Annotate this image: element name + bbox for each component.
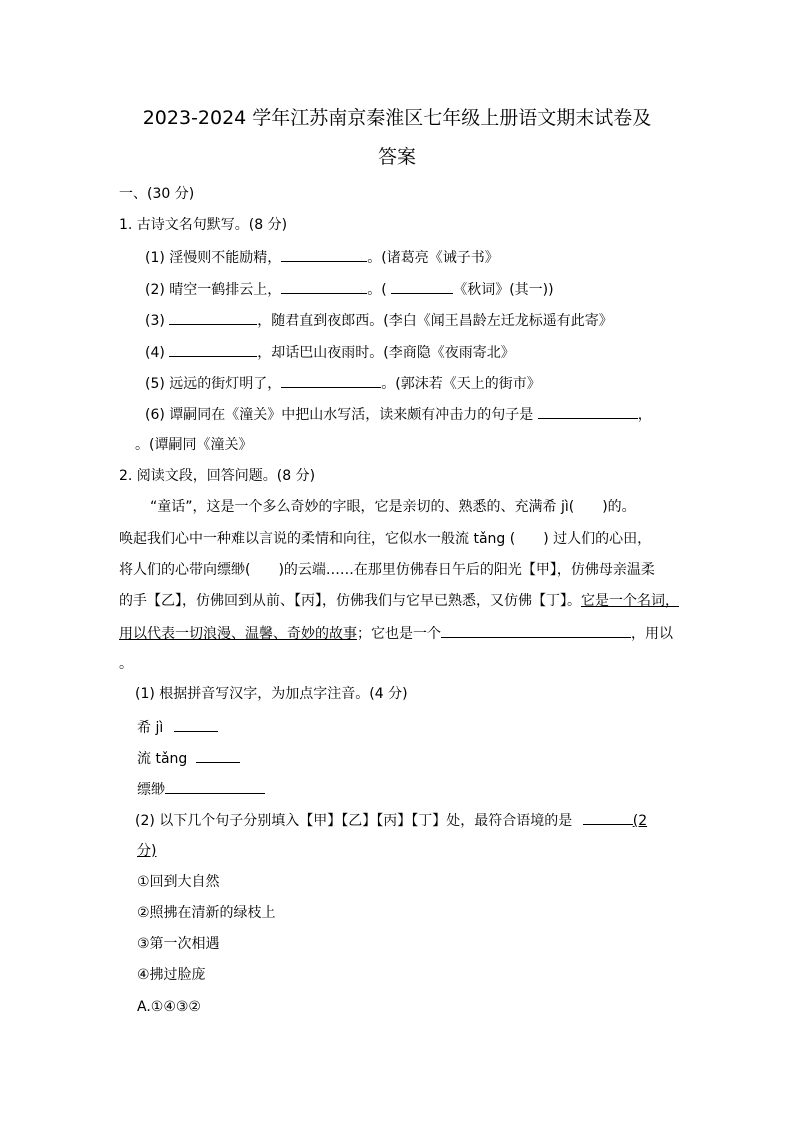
sub1-heading: (1) 根据拼音写汉字，为加点字注音。(4 分) <box>135 686 408 702</box>
answer-blank[interactable] <box>165 780 265 794</box>
sub1-item <box>137 780 265 799</box>
answer-blank[interactable] <box>441 624 631 638</box>
underlined-text: 用以代表一切浪漫、温馨、奇妙的故事 <box>119 626 357 642</box>
passage-line: 唤起我们心中一种难以言说的柔情和向往，它似水一般流 tǎng ( ) 过人们的心田， <box>119 531 652 547</box>
answer-blank[interactable] <box>281 280 367 294</box>
option-4: ④拂过脸庞 <box>137 967 206 983</box>
q1-item-2 <box>145 280 554 299</box>
text: 《秋词》(其一)) <box>453 282 554 298</box>
underlined-text: 它是一个名词， <box>581 593 679 609</box>
text: 。(诸葛亮《诫子书》 <box>367 250 499 266</box>
text: 。(郭沫若《天上的街市》 <box>381 376 541 392</box>
doc-title-line1: 2023-2024 学年江苏南京秦淮区七年级上册语文期末试卷及 <box>142 107 652 129</box>
text: 的手【乙】，仿佛回到从前、【丙】，仿佛我们与它早已熟悉，又仿佛【丁】。 <box>119 593 581 609</box>
text: 。( <box>367 282 392 298</box>
text: (1) 淫慢则不能励精， <box>145 250 282 266</box>
passage-line <box>119 592 679 610</box>
answer-blank[interactable] <box>174 718 218 732</box>
answer-blank[interactable] <box>281 374 381 388</box>
section-heading: 一、(30 分) <box>119 186 195 202</box>
score-text: (2 <box>632 813 648 829</box>
doc-title-line2: 答案 <box>377 146 416 168</box>
q1-heading: 1. 古诗文名句默写。(8 分) <box>119 217 288 233</box>
sub2-heading <box>135 811 647 830</box>
sub1-item <box>137 749 240 768</box>
sub2-score-cont: 分) <box>137 843 157 859</box>
q1-item-3 <box>145 311 613 330</box>
passage-line: 将人们的心带向缥缈( )的云端……在那里仿佛春日午后的阳光【甲】，仿佛母亲温柔 <box>119 562 655 578</box>
answer-blank[interactable] <box>196 749 240 763</box>
passage-line: “童话”，这是一个多么奇妙的字眼，它是亲切的、熟悉的、充满希 jì( )的。 <box>150 499 636 515</box>
text: (3) <box>145 313 170 329</box>
answer-blank[interactable] <box>169 343 257 357</box>
passage-line: 。 <box>119 656 133 672</box>
text: ；它也是一个 <box>357 626 441 642</box>
q1-item-4 <box>145 343 515 362</box>
answer-blank[interactable] <box>169 311 257 325</box>
answer-blank[interactable] <box>538 405 638 419</box>
option-3: ③第一次相遇 <box>137 936 220 952</box>
option-2: ②照拂在清新的绿枝上 <box>137 905 276 921</box>
text: ，却话巴山夜雨时。(李商隐《夜雨寄北》 <box>257 345 515 361</box>
answer-blank[interactable] <box>391 280 453 294</box>
answer-blank[interactable] <box>583 811 633 825</box>
q2-heading: 2. 阅读文段，回答问题。(8 分) <box>119 468 316 484</box>
text: 缥缈 <box>137 782 165 798</box>
text: (4) <box>145 345 170 361</box>
text: 流 tǎng <box>137 751 192 767</box>
q1-item-6 <box>145 405 652 424</box>
answer-blank[interactable] <box>281 248 367 262</box>
option-1: ①回到大自然 <box>137 874 220 890</box>
sub1-item <box>137 718 218 737</box>
text: 希 jì <box>137 720 168 736</box>
q1-item-6-cont: 。(谭嗣同《潼关》 <box>135 437 253 453</box>
q1-item-1 <box>145 248 499 267</box>
text: ，用以 <box>631 626 673 642</box>
text: ，随君直到夜郎西。(李白《闻王昌龄左迁龙标遥有此寄》 <box>257 313 613 329</box>
q1-item-5 <box>145 374 541 393</box>
text: (5) 远远的街灯明了， <box>145 376 282 392</box>
answer-choice-a[interactable]: A.①④③② <box>137 999 201 1015</box>
passage-line <box>119 624 673 643</box>
text: (2) 以下几个句子分别填入【甲】【乙】【丙】【丁】处，最符合语境的是 <box>135 813 577 829</box>
text: (6) 谭嗣同在《潼关》中把山水写活，读来颇有冲击力的句子是 <box>145 407 538 423</box>
text: ， <box>637 407 652 423</box>
text: (2) 晴空一鹤排云上， <box>145 282 282 298</box>
